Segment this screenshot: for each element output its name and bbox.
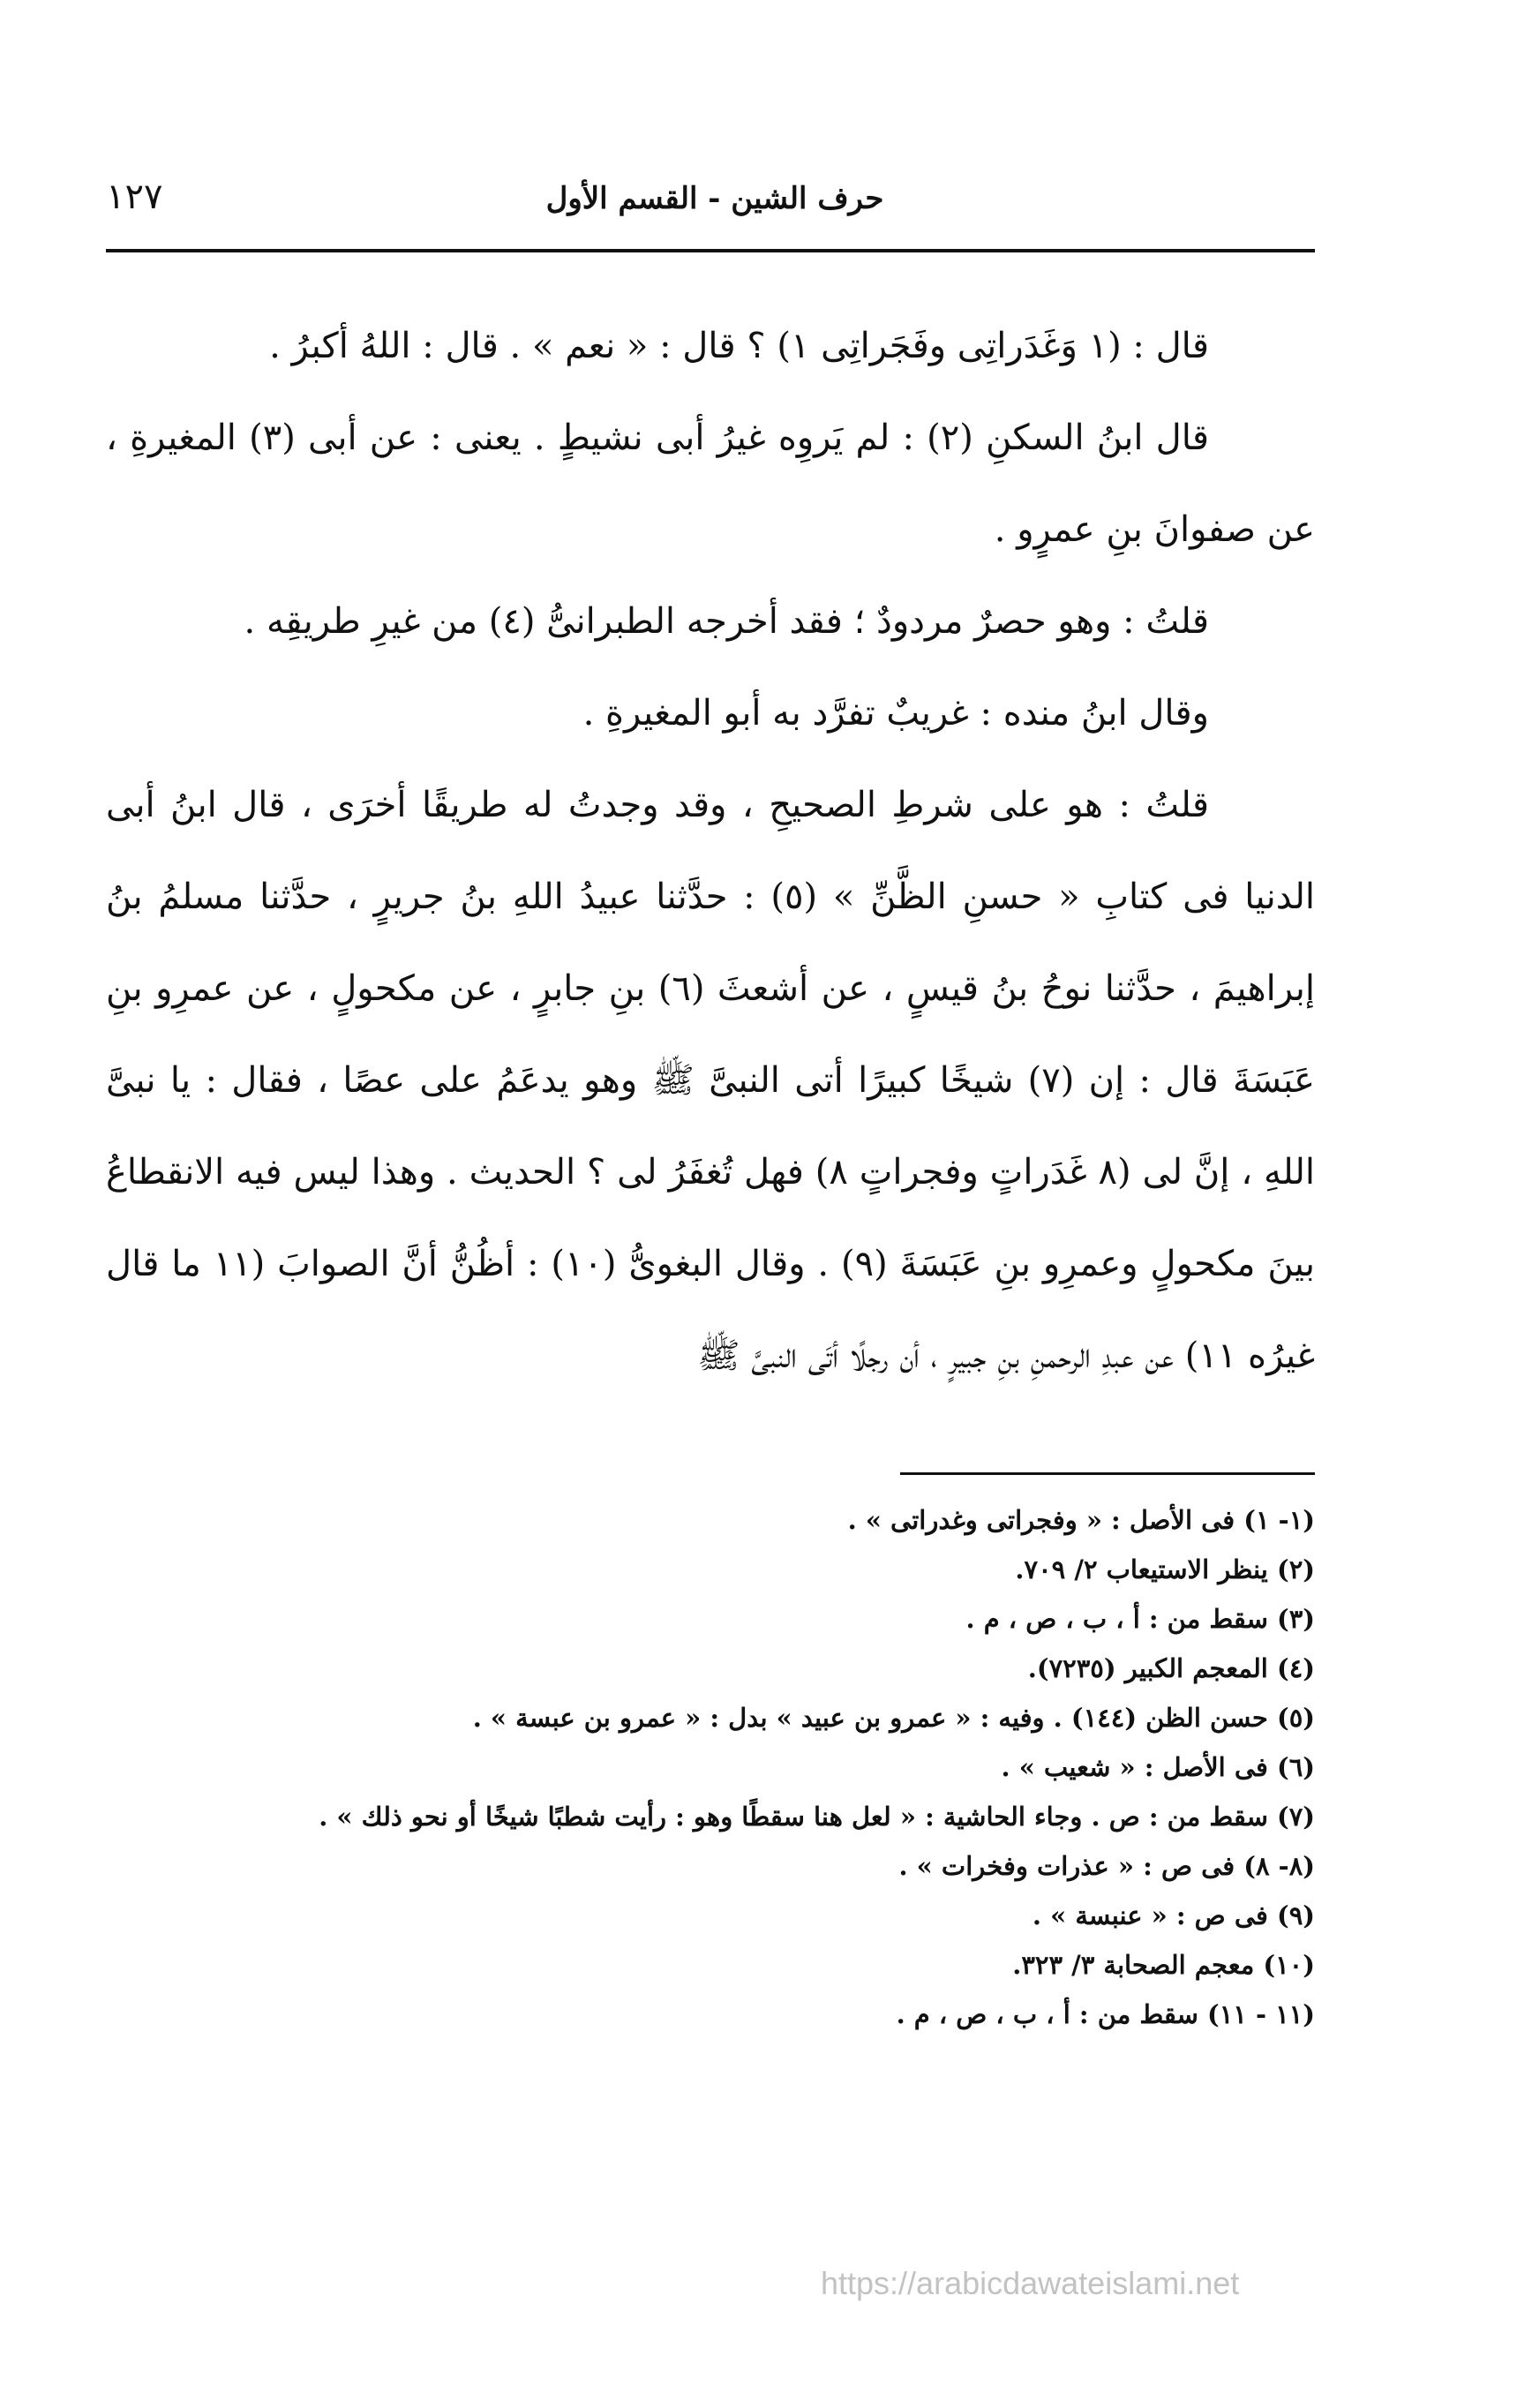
footnote-3: (٣) سقط من : أ ، ب ، ص ، م . bbox=[965, 1604, 1315, 1634]
paragraph-1: قال : (١ وَغَدَراتِى وفَجَراتِى ١) ؟ قال : « نعم » . قال : اللهُ أكبرُ . bbox=[269, 326, 1209, 366]
header-rule bbox=[106, 249, 1315, 252]
footnote-11: (١١ - ١١) سقط من : أ ، ب ، ص ، م . bbox=[896, 1999, 1315, 2029]
footnote-2: (٢) ينظر الاستيعاب ٢/ ٧٠٩. bbox=[1015, 1554, 1315, 1584]
footnote-separator bbox=[900, 1472, 1315, 1475]
paragraph-2: قال ابنُ السكنِ (٢) : لم يَروِه غيرُ أبى نشيطٍ . يعنى : عن أبى (٣) المغيرةِ ، عن صفوانَ بنِ عمرٍو . bbox=[106, 418, 1315, 550]
footnotes-list bbox=[106, 1495, 1315, 2039]
footnote-7: (٧) سقط من : ص . وجاء الحاشية : « لعل هنا سقطًا وهو : رأيت شطبًا شيخًا أو نحو ذلك » . bbox=[319, 1802, 1315, 1832]
page-number: ١٢٧ bbox=[106, 177, 163, 217]
footnote-5: (٥) حسن الظن (١٤٤) . وفيه : « عمرو بن عبيد » بدل : « عمرو بن عبسة » . bbox=[472, 1703, 1315, 1733]
paragraph-5: قلتُ : هو على شرطِ الصحيحِ ، وقد وجدتُ له طريقًا أخرَى ، قال ابنُ أبى الدنيا فى كتابِ « حسنِ الظَّنِّ » (٥) : حدَّثنا عبيدُ اللهِ بنُ جريرٍ ، حدَّثنا مسلمُ بنُ إبراهيمَ ، حدَّثنا نوحُ بنُ قيسٍ ، عن أشعثَ (٦) بنِ جابرٍ ، عن مكحولٍ ، عن عمرِو بنِ عَبَسَةَ قال : إن (٧) شيخًا كبيرًا أتى النبىَّ ﷺ وهو يدعَمُ على عصًا ، فقال : يا نبىَّ اللهِ ، إنَّ لى (٨ غَدَراتٍ وفجراتٍ ٨) فهل تُغفَرُ لى ؟ الحديث . وهذا ليس فيه الانقطاعُ بينَ مكحولٍ وعمرِو بنِ عَبَسَةَ (٩) . وقال البغوىُّ (١٠) : أظُنُّ أنَّ الصوابَ (١١ ما قال غيرُه ١١) عن عبدِ الرحمنِ بنِ جبيرٍ ، أن رجلًا أتَى النبىَّ ﷺ bbox=[106, 785, 1316, 1376]
footnote-6: (٦) فى الأصل : « شعيب » . bbox=[1001, 1752, 1315, 1782]
footnote-9: (٩) فى ص : « عنبسة » . bbox=[1032, 1900, 1315, 1930]
paragraph-3: قلتُ : وهو حصرٌ مردودٌ ؛ فقد أخرجه الطبرانىُّ (٤) من غيرِ طريقِه . bbox=[244, 601, 1209, 642]
paragraph-4: وقال ابنُ منده : غريبٌ تفرَّد به أبو المغيرةِ . bbox=[582, 693, 1209, 734]
watermark-url: https://arabicdawateislami.net bbox=[821, 2265, 1240, 2301]
footnote-10: (١٠) معجم الصحابة ٣/ ٣٢٣. bbox=[1012, 1950, 1315, 1980]
footnote-4: (٤) المعجم الكبير (٧٢٣٥). bbox=[1027, 1653, 1315, 1683]
main-text bbox=[106, 300, 1315, 1402]
footnote-1: (١- ١) فى الأصل : « وفجراتى وغدراتى » . bbox=[847, 1505, 1315, 1535]
page-header bbox=[106, 166, 1315, 245]
footnote-8: (٨- ٨) فى ص : « عذرات وفخرات » . bbox=[898, 1851, 1315, 1881]
running-title: حرف الشين - القسم الأول bbox=[545, 181, 884, 216]
